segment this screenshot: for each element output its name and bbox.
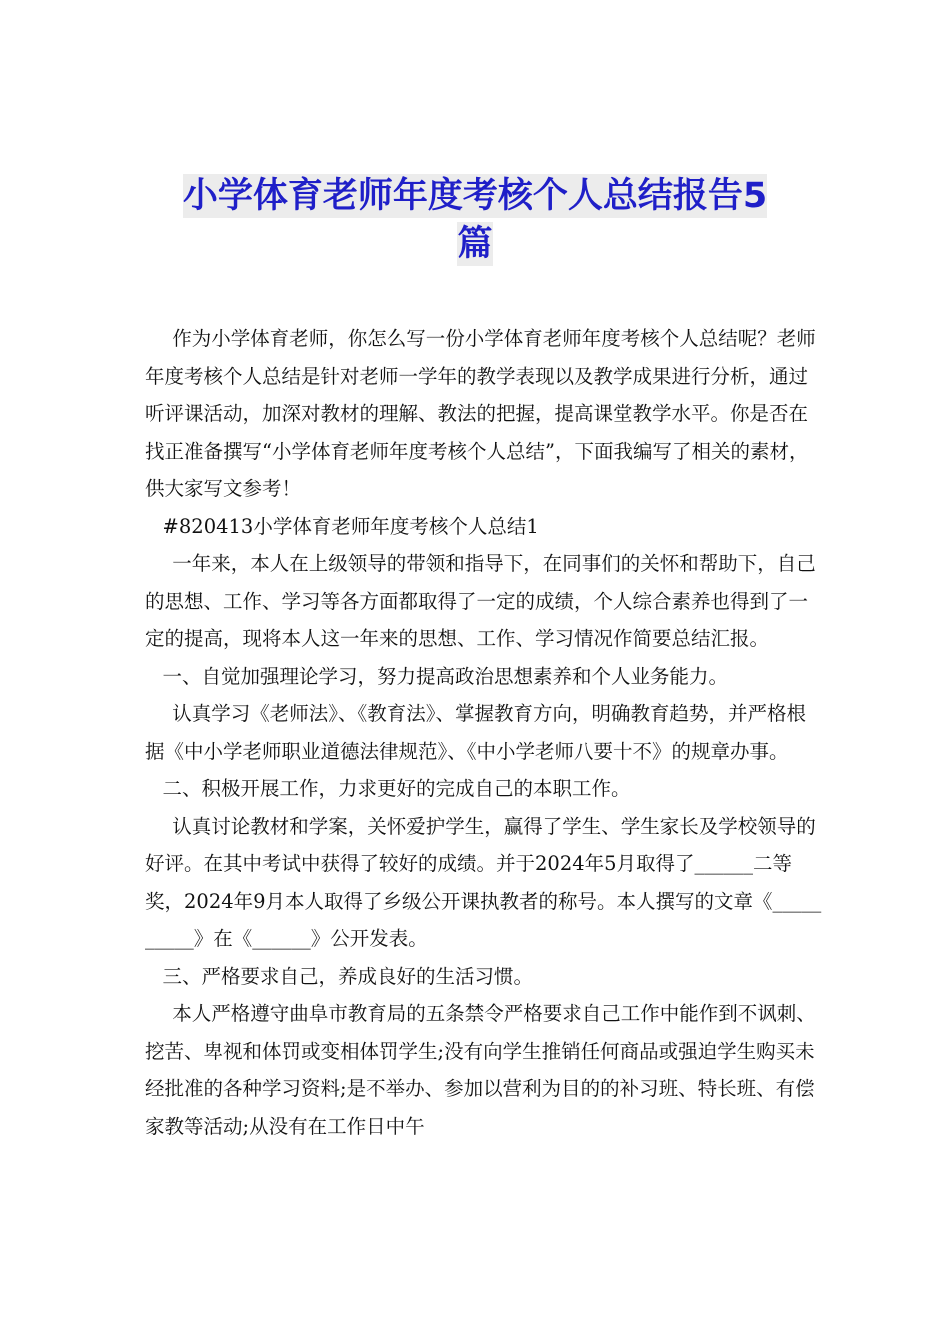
title-line-2: 篇: [457, 224, 493, 264]
subheading-3: 三、严格要求自己，养成良好的生活习惯。: [162, 964, 534, 988]
document-body: [145, 320, 825, 1145]
body-paragraph: 认真学习《老师法》、《教育法》、掌握教育方向，明确教育趋势，并严格根据《中小学老师职业道德法律规范》、《中小学老师八要十不》的规章办事。: [145, 702, 807, 763]
intro-paragraph: 作为小学体育老师，你怎么写一份小学体育老师年度考核个人总结呢？老师年度考核个人总结是针对老师一学年的教学表现以及教学成果进行分析，通过听评课活动，加深对教材的理解、教法的把握，提高课堂教学水平。你是否在找正准备撰写“小学体育老师年度考核个人总结”，下面我编写了相关的素材，供大家写文参考！: [145, 327, 816, 500]
section-heading: #820413小学体育老师年度考核个人总结1: [162, 514, 539, 538]
subheading-2: 二、积极开展工作，力求更好的完成自己的本职工作。: [162, 777, 631, 800]
document-title: [150, 172, 800, 268]
body-paragraph: 认真讨论教材和学案，关怀爱护学生，赢得了学生、学生家长及学校领导的好评。在其中考试中获得了较好的成绩。并于2024年5月取得了______二等奖，2024年9月本人取得了乡级公开课执教者的称号。本人撰写的文章《__________》在《______》公开发表。: [145, 814, 822, 950]
body-paragraph: 一年来，本人在上级领导的带领和指导下，在同事们的关怀和帮助下，自己的思想、工作、学习等各方面都取得了一定的成绩，个人综合素养也得到了一定的提高，现将本人这一年来的思想、工作、学习情况作简要总结汇报。: [145, 552, 816, 650]
title-line-1: 小学体育老师年度考核个人总结报告5: [182, 176, 768, 216]
subheading-1: 一、自觉加强理论学习，努力提高政治思想素养和个人业务能力。: [162, 664, 729, 688]
body-paragraph: 本人严格遵守曲阜市教育局的五条禁令严格要求自己工作中能作到不讽刺、挖苦、卑视和体罚或变相体罚学生;没有向学生推销任何商品或强迫学生购买未经批准的各种学习资料;是不举办、参加以营利为目的的补习班、特长班、有偿家教等活动;从没有在工作日中午: [145, 1002, 816, 1138]
